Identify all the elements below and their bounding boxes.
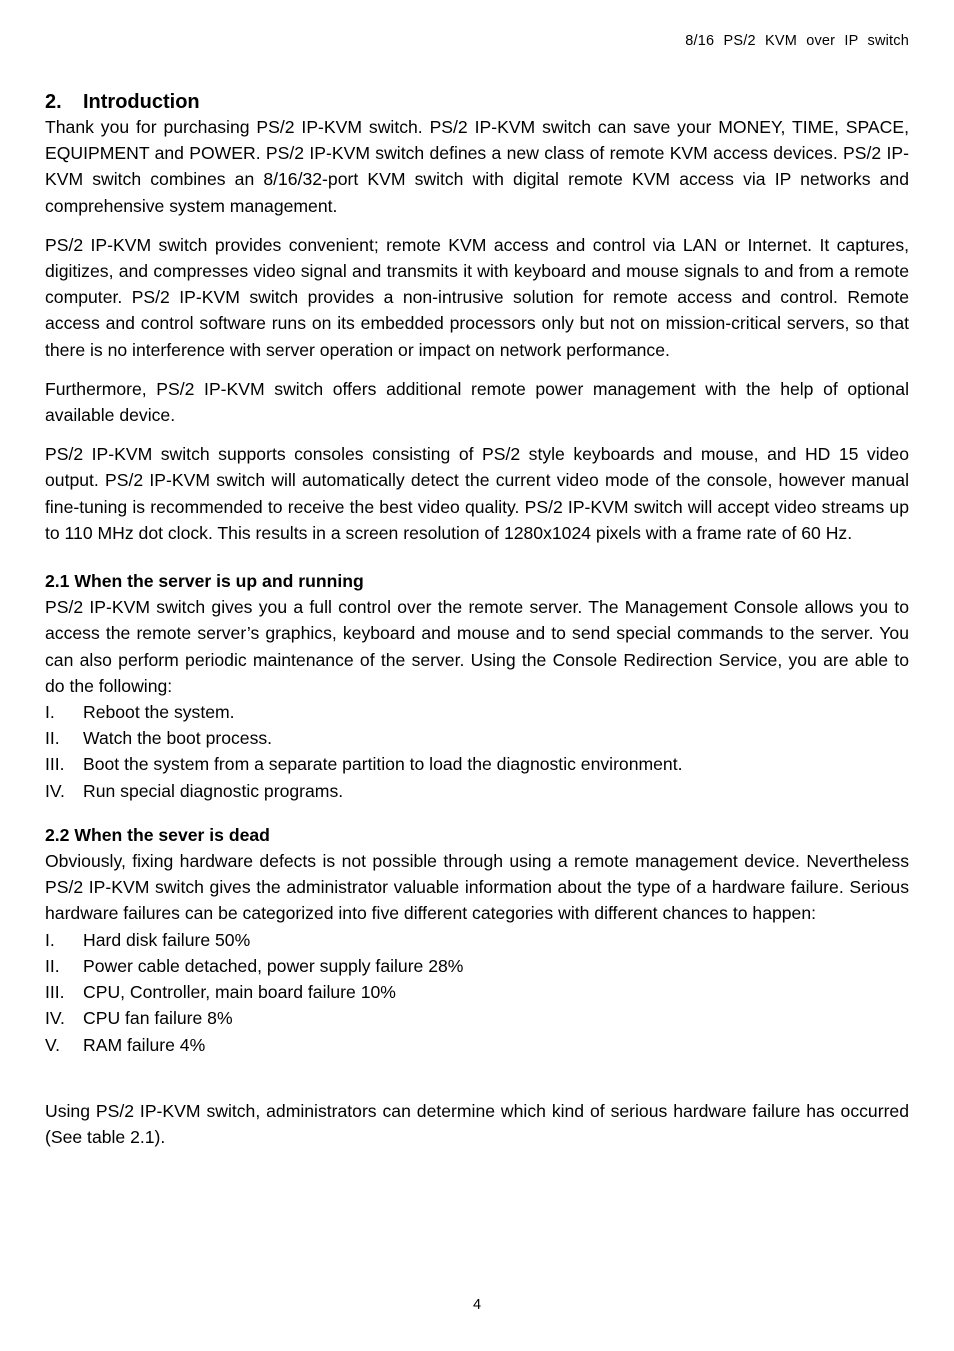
- subsection-2-2-paragraph: Obviously, fixing hardware defects is not possible through using a remote management device. Nevertheless PS/2 IP-KVM switch gives the administrator valuable information about the type of a hardware failure. Serious hardware failures can be categorized into five different categories with different chances to happen:: [45, 851, 909, 924]
- console-redirection-list: [45, 699, 909, 804]
- list-item-text: CPU, Controller, main board failure 10%: [83, 982, 396, 1003]
- list-item: [45, 699, 909, 725]
- intro-paragraph-2: PS/2 IP-KVM switch provides convenient; remote KVM access and control via LAN or Internet. It captures, digitizes, and compresses video signal and transmits it with keyboard and mouse signals to and from a remote computer. PS/2 IP-KVM switch provides a non-intrusive solution for remote access and control. Remote access and control software runs on its embedded processors only but not on mission-critical servers, so that there is no interference with server operation or impact on network performance.: [45, 234, 909, 360]
- list-item-text: Boot the system from a separate partition to load the diagnostic environment.: [83, 754, 683, 775]
- section-title-text: Introduction: [83, 91, 200, 113]
- list-marker: V.: [45, 1034, 61, 1055]
- closing-paragraph: Using PS/2 IP-KVM switch, administrators can determine which kind of serious hardware failure has occurred (See table 2.1).: [45, 1100, 909, 1147]
- list-item: [45, 927, 909, 953]
- list-item: [45, 725, 909, 751]
- intro-paragraph-4: PS/2 IP-KVM switch supports consoles consisting of PS/2 style keyboards and mouse, and HD 15 video output. PS/2 IP-KVM switch will automatically detect the current video mode of the console, however manual fine-tuning is recommended to receive the best video quality. PS/2 IP-KVM switch will accept video streams up to 110 MHz dot clock. This results in a screen resolution of 1280x1024 pixels with a frame rate of 60 Hz.: [45, 444, 909, 543]
- page-number: 4: [472, 1297, 482, 1313]
- subsection-heading-2-1: 2.1 When the server is up and running: [45, 571, 364, 592]
- intro-paragraph-3: Furthermore, PS/2 IP-KVM switch offers additional remote power management with the help of optional available device.: [45, 378, 909, 426]
- list-item: [45, 751, 909, 777]
- list-marker: IV.: [45, 1008, 65, 1029]
- list-marker: II.: [45, 955, 60, 976]
- page-content: [45, 88, 909, 1163]
- list-marker: III.: [45, 982, 65, 1003]
- subsection-heading-2-2: 2.2 When the sever is dead: [45, 824, 270, 845]
- list-item-text: CPU fan failure 8%: [83, 1008, 233, 1029]
- hardware-failure-list: [45, 927, 909, 1058]
- list-marker: I.: [45, 702, 55, 723]
- list-item-text: Power cable detached, power supply failure 28%: [83, 955, 464, 976]
- intro-paragraph-1: Thank you for purchasing PS/2 IP-KVM switch. PS/2 IP-KVM switch can save your MONEY, TIME, SPACE, EQUIPMENT and POWER. PS/2 IP-KVM switch defines a new class of remote KVM access devices. PS/2 IP-KVM switch combines an 8/16/32-port KVM switch with digital remote KVM access via IP networks and comprehensive system management.: [45, 117, 909, 216]
- list-marker: II.: [45, 728, 60, 749]
- list-marker: I.: [45, 929, 55, 950]
- spacer: [45, 1058, 909, 1098]
- list-item-text: Hard disk failure 50%: [83, 929, 251, 950]
- list-item-text: RAM failure 4%: [83, 1034, 206, 1055]
- list-item: [45, 1032, 909, 1058]
- section-number: 2.: [45, 91, 62, 113]
- subsection-2-1-paragraph: PS/2 IP-KVM switch gives you a full control over the remote server. The Management Console allows you to access the remote server’s graphics, keyboard and mouse and to send special commands to the server. You can also perform periodic maintenance of the server. Using the Console Redirection Service, you are able to do the following:: [45, 597, 909, 696]
- list-item: [45, 778, 909, 804]
- section-title: [45, 88, 909, 116]
- list-item-text: Reboot the system.: [83, 702, 235, 723]
- list-marker: III.: [45, 754, 65, 775]
- list-item-text: Watch the boot process.: [83, 728, 273, 749]
- running-header: 8/16 PS/2 KVM over IP switch: [685, 33, 909, 49]
- list-item-text: Run special diagnostic programs.: [83, 780, 344, 801]
- list-item: [45, 979, 909, 1005]
- list-item: [45, 1005, 909, 1031]
- list-item: [45, 953, 909, 979]
- list-marker: IV.: [45, 780, 65, 801]
